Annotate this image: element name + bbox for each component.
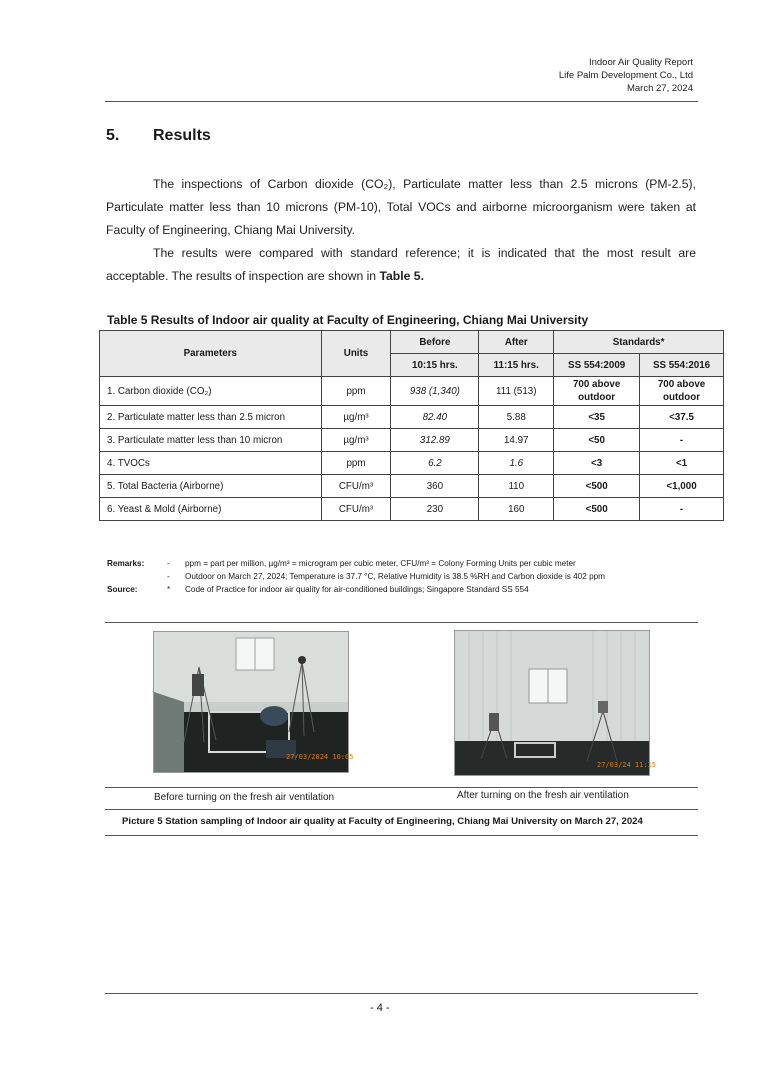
col-header-parameters: Parameters: [100, 331, 322, 377]
remarks-label: Remarks:: [107, 559, 145, 568]
cell-unit: ppm: [321, 377, 391, 406]
col-header-ss2009: SS 554:2009: [554, 354, 640, 377]
cell-unit: ppm: [321, 452, 391, 475]
report-title: Indoor Air Quality Report: [588, 57, 693, 68]
cell-after: 160: [479, 498, 554, 521]
cell-unit: CFU/m³: [321, 475, 391, 498]
cell-ss2016: <1,000: [640, 475, 724, 498]
company-name: Life Palm Development Co., Ltd: [558, 70, 693, 81]
cell-parameter: 1. Carbon dioxide (CO₂): [100, 377, 322, 406]
page-number: - 4 -: [370, 1002, 390, 1014]
paragraph-1: The inspections of Carbon dioxide (CO₂), Particulate matter less than 2.5 microns (PM-2.5), Particulate matter less than 10 microns (PM-10), Total VOCs and airborne microorganism were taken at Faculty of Engineering, Chiang Mai University.: [106, 177, 696, 237]
col-header-units: Units: [321, 331, 391, 377]
table-row: [100, 406, 724, 429]
photo-after: [454, 630, 657, 776]
cell-unit: µg/m³: [321, 406, 391, 429]
cell-parameter: 4. TVOCs: [100, 452, 322, 475]
cell-before: 6.2: [391, 452, 479, 475]
cell-unit: µg/m³: [321, 429, 391, 452]
col-header-before-time: 10:15 hrs.: [391, 354, 479, 377]
report-header: [559, 56, 693, 95]
table-row: [100, 498, 724, 521]
cell-after: 111 (513): [479, 377, 554, 406]
cell-unit: CFU/m³: [321, 498, 391, 521]
picture-caption-divider: [105, 809, 698, 810]
cell-parameter: 2. Particulate matter less than 2.5 micron: [100, 406, 322, 429]
cell-before: 230: [391, 498, 479, 521]
cell-parameter: 6. Yeast & Mold (Airborne): [100, 498, 322, 521]
photo-before-caption: Before turning on the fresh air ventilation: [154, 792, 335, 803]
table-row: [100, 475, 724, 498]
col-header-after-time: 11:15 hrs.: [479, 354, 554, 377]
table-row: [100, 452, 724, 475]
photo-after-timestamp: 27/03/24 11:15: [597, 761, 657, 769]
photo-after-caption: After turning on the fresh air ventilation: [457, 790, 629, 801]
header-divider: [105, 101, 698, 102]
cell-before: 938 (1,340): [391, 377, 479, 406]
remark-item: ppm = part per million, µg/m³ = microgram per cubic meter, CFU/m³ = Colony Forming Units per cubic meter: [185, 559, 576, 568]
picture-caption: Picture 5 Station sampling of Indoor air quality at Faculty of Engineering, Chiang Mai University on March 27, 2024: [122, 816, 643, 827]
cell-ss2009: <500: [554, 498, 640, 521]
paragraph-2: [106, 242, 696, 288]
bullet: -: [167, 559, 170, 568]
photo-before-timestamp: 27/03/2024 10:05: [286, 753, 354, 761]
cell-ss2009: 700 above outdoor: [554, 377, 640, 406]
cell-before: 82.40: [391, 406, 479, 429]
paragraph-2-text: The results were compared with standard reference; it is indicated that the most result are acceptable. The results of inspection are shown in: [106, 246, 696, 283]
cell-after: 1.6: [479, 452, 554, 475]
footer-divider: [105, 993, 698, 994]
cell-ss2016: 700 above outdoor: [640, 377, 724, 406]
cell-after: 110: [479, 475, 554, 498]
cell-parameter: 5. Total Bacteria (Airborne): [100, 475, 322, 498]
cell-ss2016: -: [640, 498, 724, 521]
cell-ss2016: <1: [640, 452, 724, 475]
section-number: 5.: [106, 127, 120, 144]
table-row: [100, 429, 724, 452]
cell-parameter: 3. Particulate matter less than 10 micron: [100, 429, 322, 452]
cell-before: 312.89: [391, 429, 479, 452]
picture-bottom-divider: [105, 835, 698, 836]
col-header-standards: Standards*: [554, 331, 724, 354]
section-heading: [106, 127, 211, 145]
table-row: [100, 377, 724, 406]
remark-item: Outdoor on March 27, 2024; Temperature is 37.7 °C, Relative Humidity is 38.5 %RH and Carbon dioxide is 402 ppm: [185, 572, 605, 581]
source-label: Source:: [107, 585, 138, 594]
photo-before-image: [154, 632, 354, 772]
cell-ss2016: -: [640, 429, 724, 452]
section-title: Results: [153, 127, 211, 144]
table-caption: Table 5 Results of Indoor air quality at Faculty of Engineering, Chiang Mai University: [107, 313, 589, 327]
bullet: -: [167, 572, 170, 581]
cell-ss2009: <3: [554, 452, 640, 475]
table-reference: Table 5.: [379, 269, 424, 283]
picture-top-divider: [105, 622, 698, 623]
cell-after: 14.97: [479, 429, 554, 452]
asterisk: *: [167, 585, 171, 594]
cell-ss2016: <37.5: [640, 406, 724, 429]
body-text: [106, 173, 696, 288]
col-header-after: After: [479, 331, 554, 354]
results-table: [99, 330, 724, 521]
source-text: Code of Practice for indoor air quality for air-conditioned buildings; Singapore Standard SS 554: [185, 585, 529, 594]
report-date: March 27, 2024: [626, 83, 693, 94]
cell-after: 5.88: [479, 406, 554, 429]
photo-after-image: [455, 631, 657, 775]
col-header-before: Before: [391, 331, 479, 354]
cell-before: 360: [391, 475, 479, 498]
picture-mid-divider: [105, 787, 698, 788]
photo-before: [153, 631, 354, 773]
cell-ss2009: <35: [554, 406, 640, 429]
col-header-ss2016: SS 554:2016: [640, 354, 724, 377]
cell-ss2009: <500: [554, 475, 640, 498]
cell-ss2009: <50: [554, 429, 640, 452]
